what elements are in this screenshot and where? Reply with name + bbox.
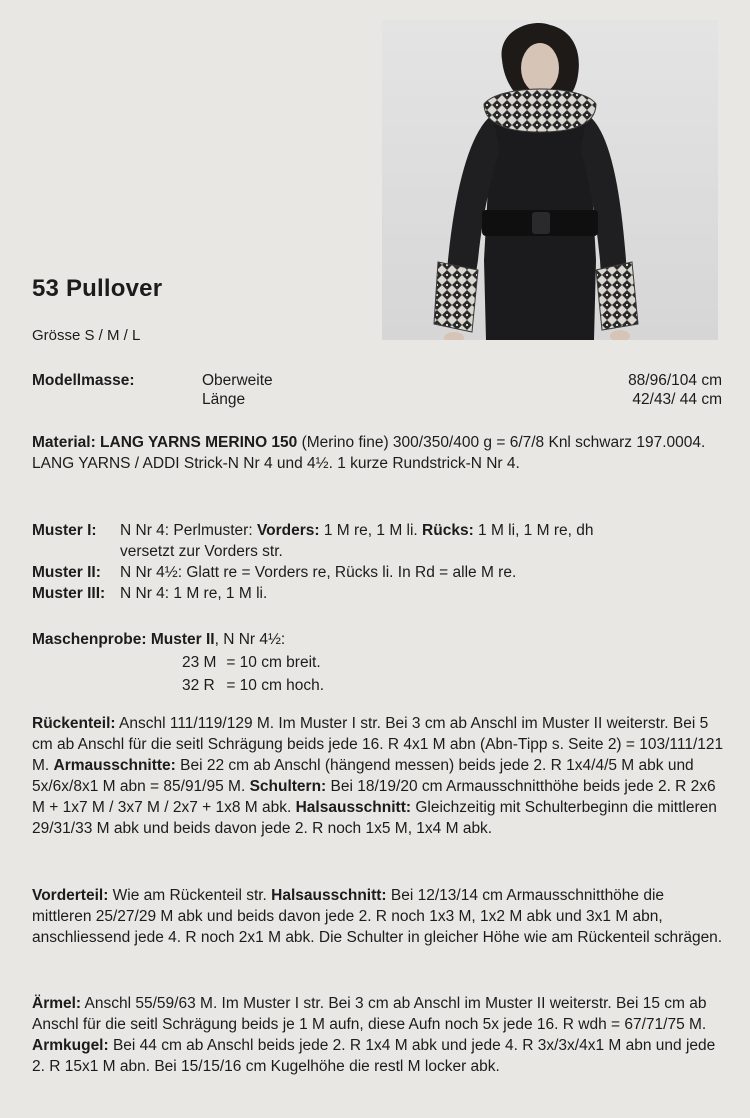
section-heading: Ärmel: (32, 995, 82, 1012)
vorderteil-section (32, 885, 724, 948)
maschenprobe-needle: , N Nr 4½: (214, 631, 286, 648)
modellmasse-row (32, 370, 722, 389)
page-title: 53 Pullover (32, 275, 163, 302)
section-heading: Halsausschnitt: (271, 887, 387, 904)
section-text: Anschl 111/119/129 M. Im Muster I str. Bei 3 cm ab Anschl im Muster II weiterstr. Bei 5 cm ab Anschl für die seitl Schrägung beids jede 16. R 4x1 M abn (Abn-Tipp s. Seite 2) = 103/111/121 M. (32, 715, 724, 774)
muster-row (32, 562, 722, 583)
modellmasse-name: Oberweite (202, 372, 273, 389)
modellmasse-row (32, 389, 722, 408)
maschenprobe-row (32, 674, 324, 697)
muster-part-bold: Rücks: (422, 522, 474, 539)
muster-label: Muster II: (32, 564, 101, 581)
maschenprobe-count: 23 M (182, 654, 217, 671)
maschenprobe-pattern: Muster II (150, 631, 215, 648)
product-photo (382, 20, 718, 340)
maschenprobe-label: Maschenprobe: (32, 631, 147, 648)
section-heading: Armausschnitte: (53, 757, 176, 774)
muster-label: Muster III: (32, 585, 106, 602)
modellmasse-value: 88/96/104 cm (628, 372, 722, 389)
modellmasse-name: Länge (202, 391, 246, 408)
aermel-section (32, 993, 724, 1077)
section-text: Anschl 55/59/63 M. Im Muster I str. Bei 3 cm ab Anschl im Muster II weiterstr. Bei 15 cm ab Anschl für die seitl Schrägung beids je 1 M aufn, diese Aufn noch 5x jede 16. R wdh = 67/71/75 M. (32, 995, 707, 1033)
section-text: Bei 12/13/14 cm Armausschnitthöhe die mittleren 25/27/29 M abk und beids davon jede 2. R noch 1x3 M, 1x2 M abk und 3x1 M abn, anschliessend jede 4. R noch 2x1 M abk. Die Schulter in gleicher Höhe wie am Rückenteil schrägen. (32, 887, 723, 946)
modellmasse-section (32, 370, 722, 408)
muster-row (32, 583, 722, 604)
section-heading: Rückenteil: (32, 715, 116, 732)
material-text: (Merino fine) 300/350/400 g = 6/7/8 Knl schwarz 197.0004. LANG YARNS / ADDI Strick-N Nr 4 und 4½. 1 kurze Rundstrick-N Nr 4. (32, 434, 706, 472)
maschenprobe-row (32, 651, 324, 674)
maschenprobe-count: 32 R (182, 677, 215, 694)
muster-text: N Nr 4½: Glatt re = Vorders re, Rücks li. In Rd = alle M re. (120, 564, 517, 581)
muster-text (120, 520, 722, 541)
section-heading: Armkugel: (32, 1037, 109, 1054)
muster-part: 1 M li, 1 M re, dh (473, 522, 594, 539)
maschenprobe-measure: = 10 cm hoch. (226, 677, 325, 694)
section-text: Wie am Rückenteil str. (108, 887, 272, 904)
muster-part-bold: Vorders: (256, 522, 320, 539)
section-text: Bei 18/19/20 cm Armausschnitthöhe beids jede 2. R 2x6 M + 1x7 M / 3x7 M / 2x7 + 1x8 M abk. (32, 778, 716, 816)
section-text: Bei 44 cm ab Anschl beids jede 2. R 1x4 M abk und jede 4. R 3x/3x/4x1 M abn und jede 2. R 15x1 M abn. Bei 15/15/16 cm Kugelhöhe die restl M locker abk. (32, 1037, 716, 1075)
muster-part: 1 M re, 1 M li. (319, 522, 423, 539)
rueckenteil-section (32, 713, 724, 839)
section-heading: Halsausschnitt: (295, 799, 412, 816)
maschenprobe-head (32, 628, 324, 651)
muster-section (32, 520, 722, 604)
muster-label: Muster I: (32, 522, 97, 539)
modellmasse-label: Modellmasse: (32, 372, 135, 389)
section-text: Gleichzeitig mit Schulterbeginn die mittleren 29/31/33 M abk und beids davon jede 2. R noch 1x5 M, 1x4 M abk. (32, 799, 717, 837)
model-figure (382, 20, 718, 340)
muster-row (32, 520, 722, 541)
material-section (32, 432, 724, 474)
maschenprobe-section (32, 628, 324, 697)
material-label: Material: LANG YARNS MERINO 150 (32, 434, 298, 451)
muster-text: N Nr 4: 1 M re, 1 M li. (120, 585, 268, 602)
size-line: Grösse S / M / L (32, 327, 141, 344)
modellmasse-value: 42/43/ 44 cm (632, 391, 722, 408)
section-text: Bei 22 cm ab Anschl (hängend messen) beids jede 2. R 1x4/4/5 M abk und 5x/6x/8x1 M abn = 85/91/95 M. (32, 757, 694, 795)
muster-continuation: versetzt zur Vorders str. (120, 543, 283, 560)
section-heading: Schultern: (249, 778, 327, 795)
muster-part: N Nr 4: Perlmuster: (120, 522, 257, 539)
section-heading: Vorderteil: (32, 887, 109, 904)
maschenprobe-measure: = 10 cm breit. (226, 654, 321, 671)
